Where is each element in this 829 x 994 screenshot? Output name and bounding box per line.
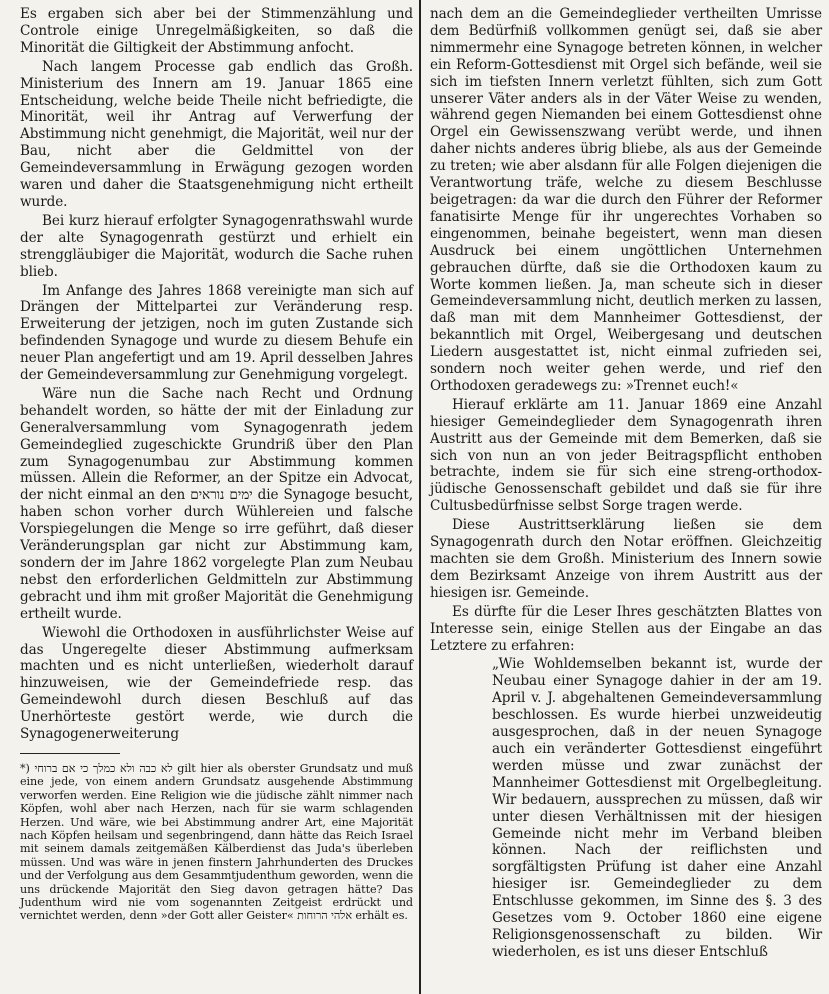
paragraph: Wiewohl die Orthodoxen in ausführlichster Weise auf das Ungeregelte dieser Abstimmung aufmerksam machten und es nicht unterließen, wiederholt darauf hinzuweisen, wie der Gemeindefriede resp. das Gemeindewohl durch diesen Beschluß auf das Unerhörteste gestört werde, wie durch die Synagogenerweiterung — [20, 624, 413, 743]
paragraph: Diese Austrittserklärung ließen sie dem Synagogenrath durch den Notar eröffnen. Gleichzeitig machten sie dem Großh. Ministerium des Innern sowie dem Bezirksamt Anzeige von ihrem Austritt aus der hiesigen isr. Gemeinde. — [430, 517, 822, 601]
paragraph: Es ergaben sich aber bei der Stimmenzählung und Controle einige Unregelmäßigkeiten, so daß die Minorität die Giltigkeit der Abstimmung anfocht. — [20, 6, 413, 56]
column-divider — [419, 0, 421, 994]
paragraph: Hierauf erklärte am 11. Januar 1869 eine Anzahl hiesiger Gemeindeglieder dem Synagogenrath ihren Austritt aus der Gemeinde mit dem Bemerken, daß sie sich von nun an von jeder Beitragspflicht enthoben betrachte, indem sie für sich eine streng-orthodox-jüdische Genossenschaft gebildet und daß sie für ihre Cultusbedürfnisse selbst Sorge tragen werde. — [430, 396, 822, 515]
paragraph: Es dürfte für die Leser Ihres geschätzten Blattes von Interesse sein, einige Stellen aus der Eingabe an das Letztere zu erfahren: — [430, 603, 822, 654]
paragraph: nach dem an die Gemeindeglieder vertheilten Umrisse dem Bedürfniß vollkommen genügt sei, daß sie aber nimmermehr eine Synagoge betreten können, in welcher ein Reform-Gottesdienst mit Orgel sich befände, weil sie sich im tiefsten Innern verletzt fühlten, sich zum Gott unserer Väter anders als in der Väter Weise zu wenden, während gegen Niemanden bei einem Gottesdienst ohne Orgel ein Gewissenszwang verübt werde, und ihnen daher nichts anderes übrig bliebe, als aus der Gemeinde zu treten; wie aber alsdann für alle Folgen diejenigen die Verantwortung träfe, welche zu diesem Beschlusse beigetragen: da war die durch den Führer der Reformer fanatisirte Menge für ihr ungerechtes Vorhaben so eingenommen, beinahe begeistert, wenn man diesen Ausdruck bei einem ungöttlichen Unternehmen gebrauchen dürfte, daß sie die Orthodoxen kaum zu Worte kommen ließen. Ja, man scheute sich in dieser Gemeindeversammlung nicht, deutlich merken zu lassen, daß man mit dem Mannheimer Gottesdienst, der bekanntlich mit Orgel, Weibergesang und deutschen Liedern ausgestattet ist, nicht einmal zufrieden sei, sondern noch weiter gehen werde, und rief den Orthodoxen geradewegs zu: »Trennet euch!« — [430, 6, 822, 394]
paragraph: Wäre nun die Sache nach Recht und Ordnung behandelt worden, so hätte der mit der Einladung zur Generalversammlung vom Synagogenrath jedem Gemeindeglied zugeschickte Grundriß über den Plan zum Synagogenumbau zur Abstimmung kommen müssen. Allein die Reformer, an der Spitze ein Advocat, der nicht einmal an den ימים נוראים die Synagoge besucht, haben schon vorher durch Wühlereien und falsche Vorspiegelungen die Menge so irre geführt, daß dieser Veränderungsplan gar nicht zur Abstimmung kam, sondern der im Jahre 1862 vorgelegte Plan zum Neubau nebst den erforderlichen Geldmitteln zur Abstimmung gebracht und ihm mit großer Majorität die Genehmigung ertheilt wurde. — [20, 385, 413, 622]
left-column — [20, 6, 413, 923]
footnote-rule — [20, 753, 120, 754]
paragraph: Bei kurz hierauf erfolgter Synagogenrathswahl wurde der alte Synagogenrath gestürzt und erhielt ein strenggläubiger die Majorität, wodurch die Sache ruhen blieb. — [20, 212, 413, 280]
right-column — [430, 6, 822, 963]
footnote: *) לא כבה ולא כמלך כי אם ברוחי gilt hier als oberster Grundsatz und muß eine jede, von einem andern Grundsatz ausgehende Abstimmung verworfen werden. Eine Religion wie die jüdische zählt nimmer nach Köpfen, wohl aber nach Herzen, nach für sie warm schlagenden Herzen. Und wäre, wie bei Abstimmung andrer Art, eine Majorität nach Köpfen heilsam und segenbringend, dann hätte das Reich Israel mit seinem damals zeitgemäßen Kälberdienst das Juda's überleben müssen. Und was wäre in jenen finstern Jahrhunderten des Druckes und der Verfolgung aus dem Gesammtjudenthum geworden, wenn die uns drückende Majorität den Sieg davon getragen hätte? Das Judenthum wird nie vom sogenannten Zeitgeist erdrückt und vernichtet werden, denn »der Gott aller Geister« אלהי הרוחות erhält es. — [20, 761, 414, 923]
paragraph: Im Anfange des Jahres 1868 vereinigte man sich auf Drängen der Mittelpartei zur Veränderung resp. Erweiterung der jetzigen, noch im guten Zustande sich befindenden Synagoge und wurde zu diesem Behufe ein neuer Plan angefertigt und am 19. April desselben Jahres der Gemeindeversammlung zur Genehmigung vorgelegt. — [20, 282, 413, 384]
quoted-petition: „Wie Wohldemselben bekannt ist, wurde der Neubau einer Synagoge dahier in der am 19. April v. J. abgehaltenen Gemeindeversammlung beschlossen. Es wurde hierbei unzweideutig ausgesprochen, daß in der neuen Synagoge auch ein veränderter Gottesdienst eingeführt werden müsse und zwar zunächst der Mannheimer Gottesdienst mit Orgelbegleitung. Wir bedauern, aussprechen zu müssen, daß wir unter diesen Verhältnissen mit der hiesigen Gemeinde nicht mehr im Verband bleiben können. Nach der reiflichsten und sorgfältigsten Prüfung ist daher eine Anzahl hiesiger isr. Gemeindeglieder zu dem Entschlusse gekommen, im Sinne des §. 3 des Gesetzes vom 9. October 1860 eine eigene Religionsgenossenschaft zu bilden. Wir wiederholen, es ist uns dieser Entschluß — [492, 656, 822, 960]
paragraph: Nach langem Processe gab endlich das Großh. Ministerium des Innern am 19. Januar 1865 eine Entscheidung, welche beide Theile nicht befriedigte, die Minorität, weil ihr Antrag auf Verwerfung der Abstimmung nicht genehmigt, die Majorität, weil nur der Bau, nicht aber die Geldmittel von der Gemeindeversammlung in Erwägung gezogen worden waren und daher die Staatsgenehmigung nicht ertheilt wurde. — [20, 58, 413, 210]
